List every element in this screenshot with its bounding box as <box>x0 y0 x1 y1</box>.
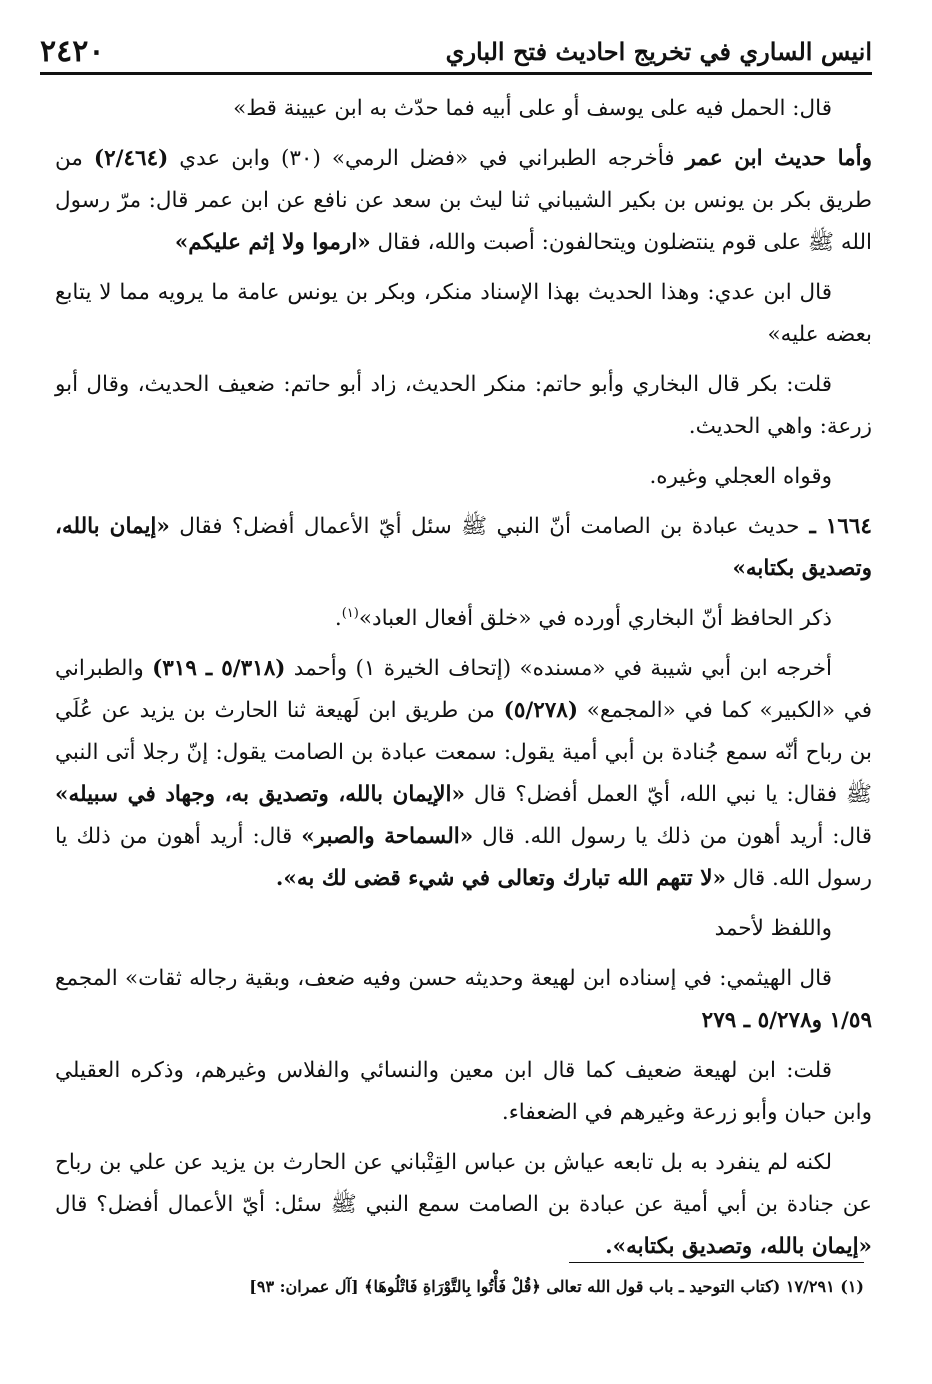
paragraph-p1 <box>55 88 872 130</box>
footnote-reference: (١) <box>341 605 359 621</box>
text-run: قال: أريد أهون من ذلك يا رسول الله. قال <box>55 824 872 891</box>
text-run: فأخرجه الطبراني في «فضل الرمي» (٣٠) وابن عدي <box>168 146 686 171</box>
bold-text: ١٦٦٤ ـ <box>799 514 872 539</box>
text-run: من طريق بكر بن يونس بن بكير الشيباني ثنا ليث بن سعد عن نافع عن ابن عمر قال: مرّ رسول الله ﷺ على قوم ينتضلون ويتحالفون: أصبت والله، فقال <box>55 146 872 255</box>
text-run: وقواه العجلي وغيره. <box>649 464 832 489</box>
page-number: ٢٤٢٠ <box>40 33 105 69</box>
text-run: والطبراني في «الكبير» كما في «المجمع» <box>55 656 872 723</box>
footnote-text: ١٧/٢٩١ (كتاب التوحيد ـ باب قول الله تعالى ﴿قُلْ فَأْتُوا بِالتَّوْرَاةِ فَاتْلُوهَا﴾ [آل عمران: ٩٣] <box>249 1277 835 1296</box>
text-run: أخرجه ابن أبي شيبة في «مسنده» (إتحاف الخيرة ١) وأحمد <box>285 656 833 681</box>
bold-text: «ارموا ولا إثم عليكم» <box>174 230 371 255</box>
text-run: قال الهيثمي: في إسناده ابن لهيعة وحديثه حسن وفيه ضعف، وبقية رجاله ثقات» المجمع <box>55 966 832 991</box>
paragraph-p3 <box>55 272 872 356</box>
text-run: قلت: بكر قال البخاري وأبو حاتم: منكر الحديث، زاد أبو حاتم: ضعيف الحديث، وقال أبو زرعة: واهي الحديث. <box>55 372 872 439</box>
bold-text: «لا تتهم الله تبارك وتعالى في شيء قضى لك به». <box>275 866 726 891</box>
text-run: قال ابن عدي: وهذا الحديث بهذا الإسناد منكر، وبكر بن يونس عامة ما يرويه مما لا يتابع بعضه عليه» <box>55 280 872 347</box>
paragraph-p2 <box>55 138 872 264</box>
text-run: واللفظ لأحمد <box>714 916 832 941</box>
bold-text: ١/٥٩ و٥/٢٧٨ ـ ٢٧٩ <box>701 1008 872 1033</box>
paragraph-p8 <box>55 648 872 900</box>
running-head <box>40 30 872 75</box>
bold-text: وأما حديث ابن عمر <box>685 146 873 171</box>
text-run: قال: أريد أهون من ذلك يا رسول الله. قال <box>473 824 872 849</box>
text-run: حديث عبادة بن الصامت أنّ النبي ﷺ سئل أيّ الأعمال أفضل؟ فقال <box>169 514 800 539</box>
body-text <box>55 88 872 1276</box>
text-run: ذكر الحافظ أنّ البخاري أورده في «خلق أفعال العباد» <box>358 606 832 631</box>
text-run: قلت: ابن لهيعة ضعيف كما قال ابن معين والنسائي والفلاس وغيرهم، وذكره العقيلي وابن حبان وأبو زرعة وغيرهم في الضعفاء. <box>55 1058 872 1125</box>
footnote-divider <box>569 1262 864 1263</box>
bold-text: «إيمان بالله، وتصديق بكتابه». <box>605 1234 872 1259</box>
paragraph-p4 <box>55 364 872 448</box>
paragraph-p7 <box>55 598 872 640</box>
bold-text: «السماحة والصبر» <box>301 824 474 849</box>
bold-text: (٥/٢٧٨) <box>503 698 579 723</box>
bold-text: (٢/٤٦٤) <box>93 146 169 171</box>
paragraph-p9 <box>55 908 872 950</box>
bold-text: «إيمان بالله، وتصديق بكتابه» <box>55 514 872 581</box>
text-run: . <box>334 606 342 631</box>
paragraph-p6 <box>55 506 872 590</box>
paragraph-p12 <box>55 1142 872 1268</box>
footnote-marker: (١) <box>840 1277 864 1296</box>
book-title: انيس الساري في تخريج احاديث فتح الباري <box>445 36 872 66</box>
paragraph-p10 <box>55 958 872 1042</box>
paragraph-p5 <box>55 456 872 498</box>
text-run: لكنه لم ينفرد به بل تابعه عياش بن عباس القِتْباني عن الحارث بن يزيد عن علي بن رباح عن جنادة بن أبي أمية عن عبادة بن الصامت سمع النبي ﷺ سئل: أيّ الأعمال أفضل؟ قال <box>55 1150 872 1217</box>
text-run: من طريق ابن لَهيعة ثنا الحارث بن يزيد عن عُلَي بن رباح أنّه سمع جُنادة بن أبي أمية يقول: سمعت عبادة بن الصامت يقول: إنّ رجلا أتى النبي ﷺ فقال: يا نبي الله، أيّ العمل أفضل؟ قال <box>55 698 872 807</box>
text-run: قال: الحمل فيه على يوسف أو على أبيه فما حدّث به ابن عيينة قط» <box>233 96 832 121</box>
bold-text: «الإيمان بالله، وتصديق به، وجهاد في سبيله» <box>55 782 465 807</box>
paragraph-p11 <box>55 1050 872 1134</box>
bold-text: (٥/٣١٨ ـ ٣١٩) <box>152 656 286 681</box>
footnote <box>55 1272 864 1302</box>
